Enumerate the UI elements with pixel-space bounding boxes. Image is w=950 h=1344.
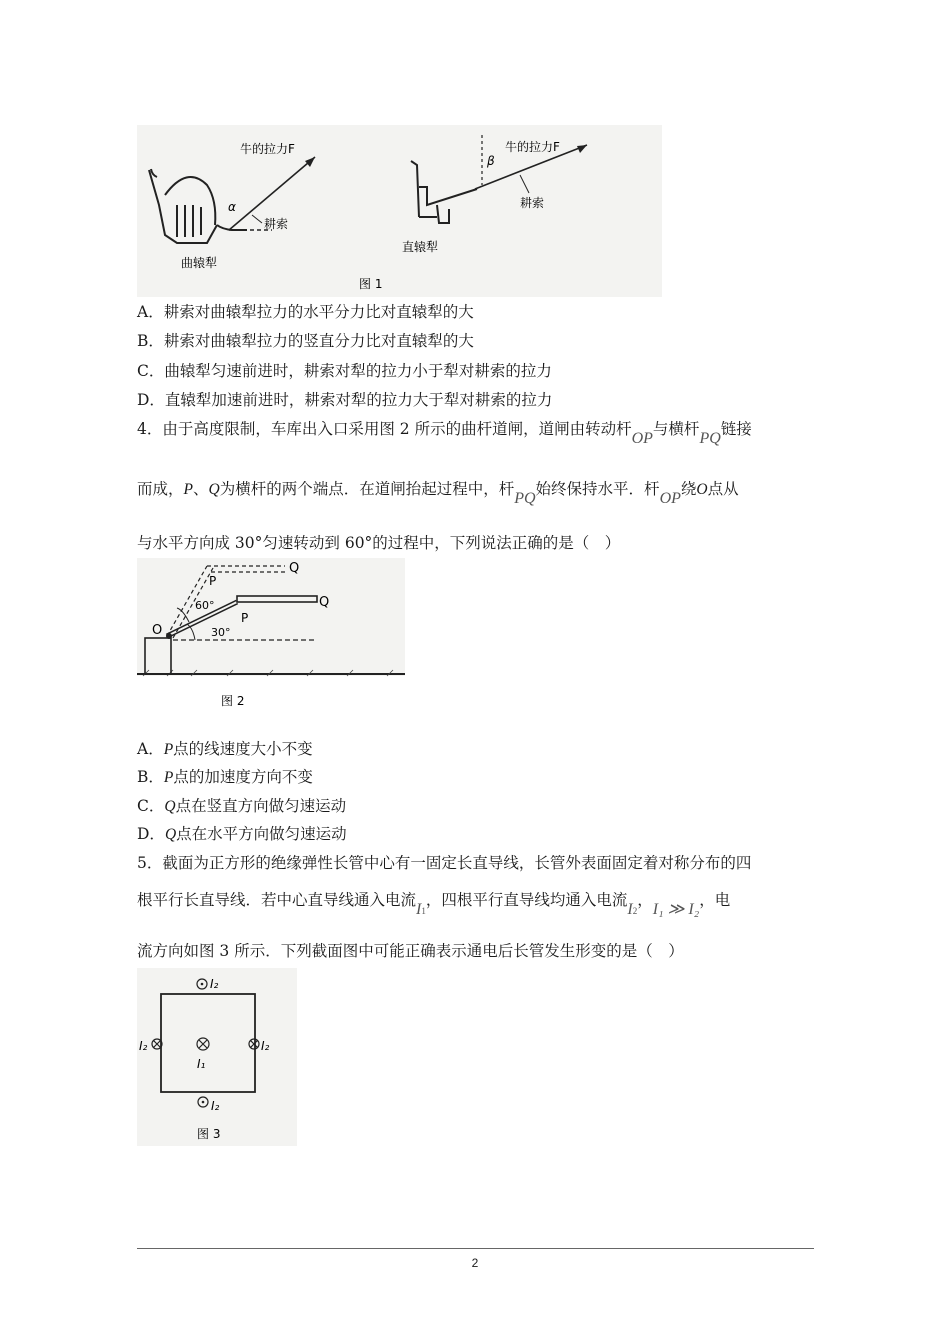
left-force-label: 牛的拉力F	[240, 142, 295, 156]
svg-text:P: P	[241, 611, 249, 625]
rod-pq: PQ	[699, 430, 721, 447]
label-center: I₁	[197, 1057, 206, 1071]
footer-rule	[137, 1248, 814, 1249]
svg-text:O: O	[152, 623, 163, 638]
q4-option-d: D．Q点在水平方向做匀速运动	[137, 825, 347, 843]
q3-option-a: A．耕索对曲辕犁拉力的水平分力比对直辕犁的大	[137, 303, 474, 321]
current-relation: I₁ ≫ I₂	[652, 901, 700, 918]
q3-option-c: C．曲辕犁匀速前进时，耕索对犁的拉力小于犁对耕索的拉力	[137, 362, 552, 380]
q5-line-3: 流方向如图 3 所示．下列截面图中可能正确表示通电后长管发生形变的是（ ）	[137, 942, 684, 960]
label-left: I₂	[139, 1039, 148, 1053]
figure-1	[137, 125, 662, 297]
figure-3	[137, 968, 297, 1146]
current-i1: I1	[416, 901, 426, 918]
angle-60-label: 60°	[195, 599, 215, 612]
q3-option-b: B．耕索对曲辕犁拉力的竖直分力比对直辕犁的大	[137, 332, 474, 350]
angle-30-label: 30°	[211, 626, 231, 639]
right-force-label: 牛的拉力F	[505, 140, 560, 154]
straight-plough-label: 直辕犁	[402, 240, 439, 254]
q5-line-1: 5．截面为正方形的绝缘弹性长管中心有一固定长直导线，长管外表面固定着对称分布的四	[137, 854, 752, 872]
page-number: 2	[471, 1256, 479, 1270]
label-right: I₂	[261, 1039, 270, 1053]
label-bottom: I₂	[211, 1099, 220, 1113]
left-rope-label: 耕索	[264, 217, 289, 231]
figure-2	[137, 558, 405, 718]
figure-1-caption: 图 1	[359, 277, 383, 291]
rod-op: OP	[631, 430, 653, 447]
figure-3-caption: 图 3	[197, 1127, 221, 1141]
angle-alpha-label: α	[228, 200, 236, 214]
label-top: I₂	[210, 977, 219, 991]
q3-option-d: D．直辕犁加速前进时，耕索对犁的拉力大于犁对耕索的拉力	[137, 391, 553, 409]
q4-option-a: A．P点的线速度大小不变	[137, 740, 313, 758]
svg-text:P: P	[209, 574, 217, 588]
svg-text:Q: Q	[319, 595, 330, 610]
q4-line-3: 与水平方向成 30°匀速转动到 60°的过程中，下列说法正确的是（ ）	[137, 534, 621, 552]
q4-option-b: B．P点的加速度方向不变	[137, 768, 313, 786]
current-i2: I2	[627, 901, 638, 918]
svg-text:Q: Q	[289, 561, 300, 576]
q4-line-1: 4．由于高度限制，车库出入口采用图 2 所示的曲杆道闸，道闸由转动杆OP与横杆PQ链接	[137, 420, 752, 447]
q4-line-2: 而成，P、Q为横杆的两个端点．在道闸抬起过程中，杆PQ始终保持水平．杆OP绕O点从	[137, 480, 739, 507]
curved-plough-label: 曲辕犁	[181, 256, 218, 270]
right-rope-label: 耕索	[520, 196, 545, 210]
q4-option-c: C．Q点在竖直方向做匀速运动	[137, 797, 347, 815]
angle-beta-label: β	[487, 154, 495, 168]
figure-2-caption: 图 2	[221, 694, 245, 708]
q5-line-2: 根平行长直导线．若中心直导线通入电流I1，四根平行直导线均通入电流I2，I₁ ≫ I₂，电	[137, 891, 731, 918]
